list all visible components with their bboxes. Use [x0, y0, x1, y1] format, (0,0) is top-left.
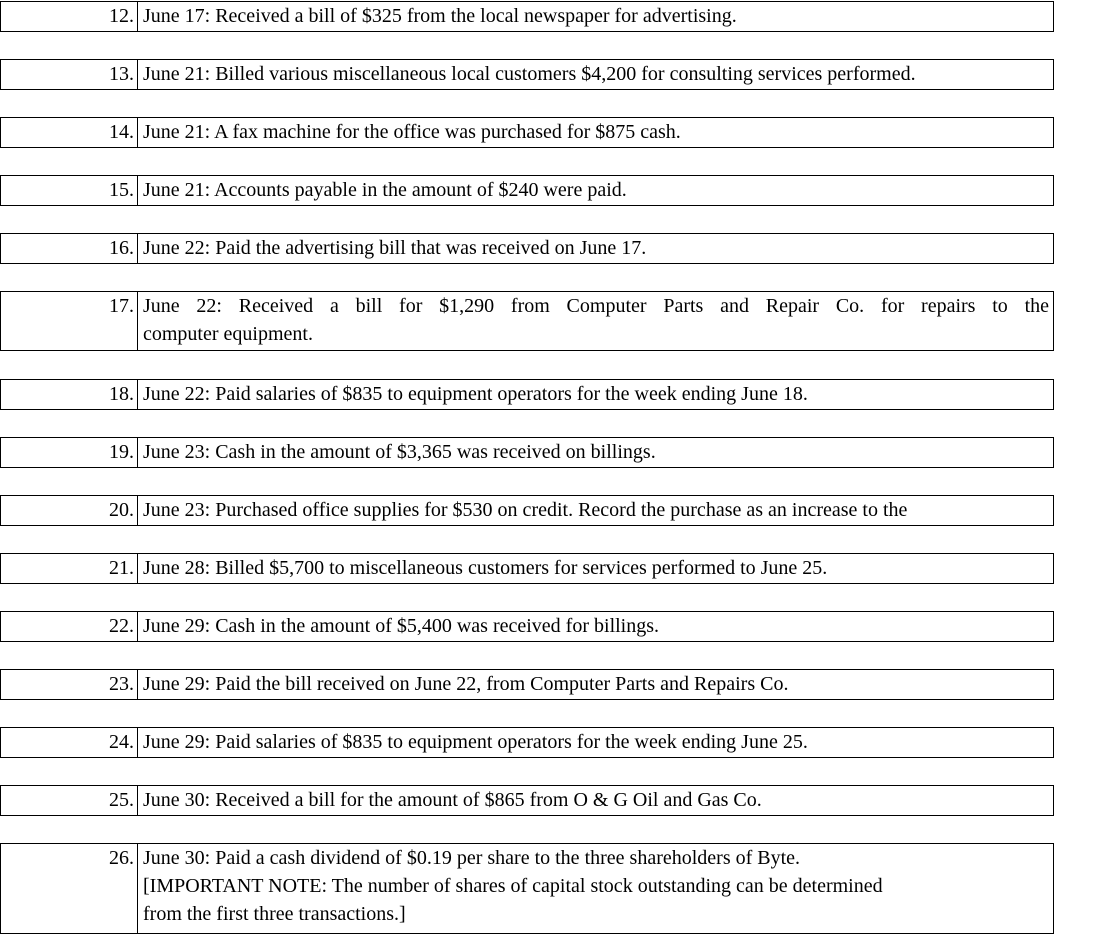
transaction-number: 26. — [1, 844, 138, 933]
transaction-row — [0, 379, 1054, 410]
transaction-line: from the first three transactions.] — [143, 903, 406, 925]
transaction-line: June 22: Paid salaries of $835 to equipment operators for the week ending June 18. — [143, 383, 808, 405]
transaction-row — [0, 785, 1054, 816]
transaction-line: [IMPORTANT NOTE: The number of shares of capital stock outstanding can be determined — [143, 875, 883, 897]
transaction-description — [143, 176, 1049, 204]
transaction-row — [0, 553, 1054, 584]
transaction-row — [0, 495, 1054, 526]
transaction-line: June 30: Paid a cash dividend of $0.19 per share to the three shareholders of Byte. — [143, 847, 801, 869]
transaction-number: 18. — [1, 380, 138, 409]
transaction-description — [143, 844, 1049, 928]
transaction-number: 22. — [1, 612, 138, 641]
transaction-description — [143, 612, 1049, 640]
transaction-row — [0, 843, 1054, 934]
transaction-line: June 22: Received a bill for $1,290 from Computer Parts and Repair Co. for repairs to the — [143, 295, 1049, 317]
transaction-line: June 29: Paid salaries of $835 to equipment operators for the week ending June 25. — [143, 731, 808, 753]
transaction-number: 24. — [1, 728, 138, 757]
transaction-description — [143, 496, 1049, 524]
transaction-description — [143, 234, 1049, 262]
transaction-line: June 21: Accounts payable in the amount of $240 were paid. — [143, 179, 627, 201]
transaction-line: June 21: A fax machine for the office was purchased for $875 cash. — [143, 121, 681, 143]
transaction-row — [0, 117, 1054, 148]
transaction-description — [143, 670, 1049, 698]
transaction-description — [143, 380, 1049, 408]
transaction-description — [143, 60, 1049, 88]
transaction-line: June 29: Cash in the amount of $5,400 was received for billings. — [143, 615, 660, 637]
transaction-description — [143, 554, 1049, 582]
transaction-line: June 23: Cash in the amount of $3,365 was received on billings. — [143, 441, 656, 463]
transaction-description — [143, 292, 1049, 348]
transaction-line: June 17: Received a bill of $325 from the local newspaper for advertising. — [143, 5, 737, 27]
transaction-number: 17. — [1, 292, 138, 350]
transaction-row — [0, 669, 1054, 700]
transaction-line: June 28: Billed $5,700 to miscellaneous customers for services performed to June 25. — [143, 557, 828, 579]
transaction-number: 16. — [1, 234, 138, 263]
transaction-line: June 21: Billed various miscellaneous local customers $4,200 for consulting services performed. — [143, 63, 916, 85]
transaction-line: computer equipment. — [143, 323, 313, 345]
transaction-row — [0, 291, 1054, 351]
transaction-number: 15. — [1, 176, 138, 205]
transaction-row — [0, 727, 1054, 758]
transaction-row — [0, 175, 1054, 206]
transaction-line: June 22: Paid the advertising bill that was received on June 17. — [143, 237, 647, 259]
transaction-line: June 30: Received a bill for the amount of $865 from O & G Oil and Gas Co. — [143, 789, 762, 811]
transaction-number: 25. — [1, 786, 138, 815]
transaction-number: 19. — [1, 438, 138, 467]
transaction-number: 21. — [1, 554, 138, 583]
transaction-row — [0, 611, 1054, 642]
transaction-description — [143, 2, 1049, 30]
transaction-number: 23. — [1, 670, 138, 699]
transaction-line: June 29: Paid the bill received on June 22, from Computer Parts and Repairs Co. — [143, 673, 789, 695]
transaction-number: 13. — [1, 60, 138, 89]
transaction-description — [143, 118, 1049, 146]
transaction-row — [0, 437, 1054, 468]
transaction-row — [0, 1, 1054, 32]
transaction-number: 12. — [1, 2, 138, 31]
transaction-number: 14. — [1, 118, 138, 147]
transaction-row — [0, 233, 1054, 264]
transaction-number: 20. — [1, 496, 138, 525]
transaction-description — [143, 438, 1049, 466]
transaction-description — [143, 728, 1049, 756]
transaction-row — [0, 59, 1054, 90]
transaction-description — [143, 786, 1049, 814]
transaction-line: June 23: Purchased office supplies for $530 on credit. Record the purchase as an increase to the — [143, 499, 908, 521]
